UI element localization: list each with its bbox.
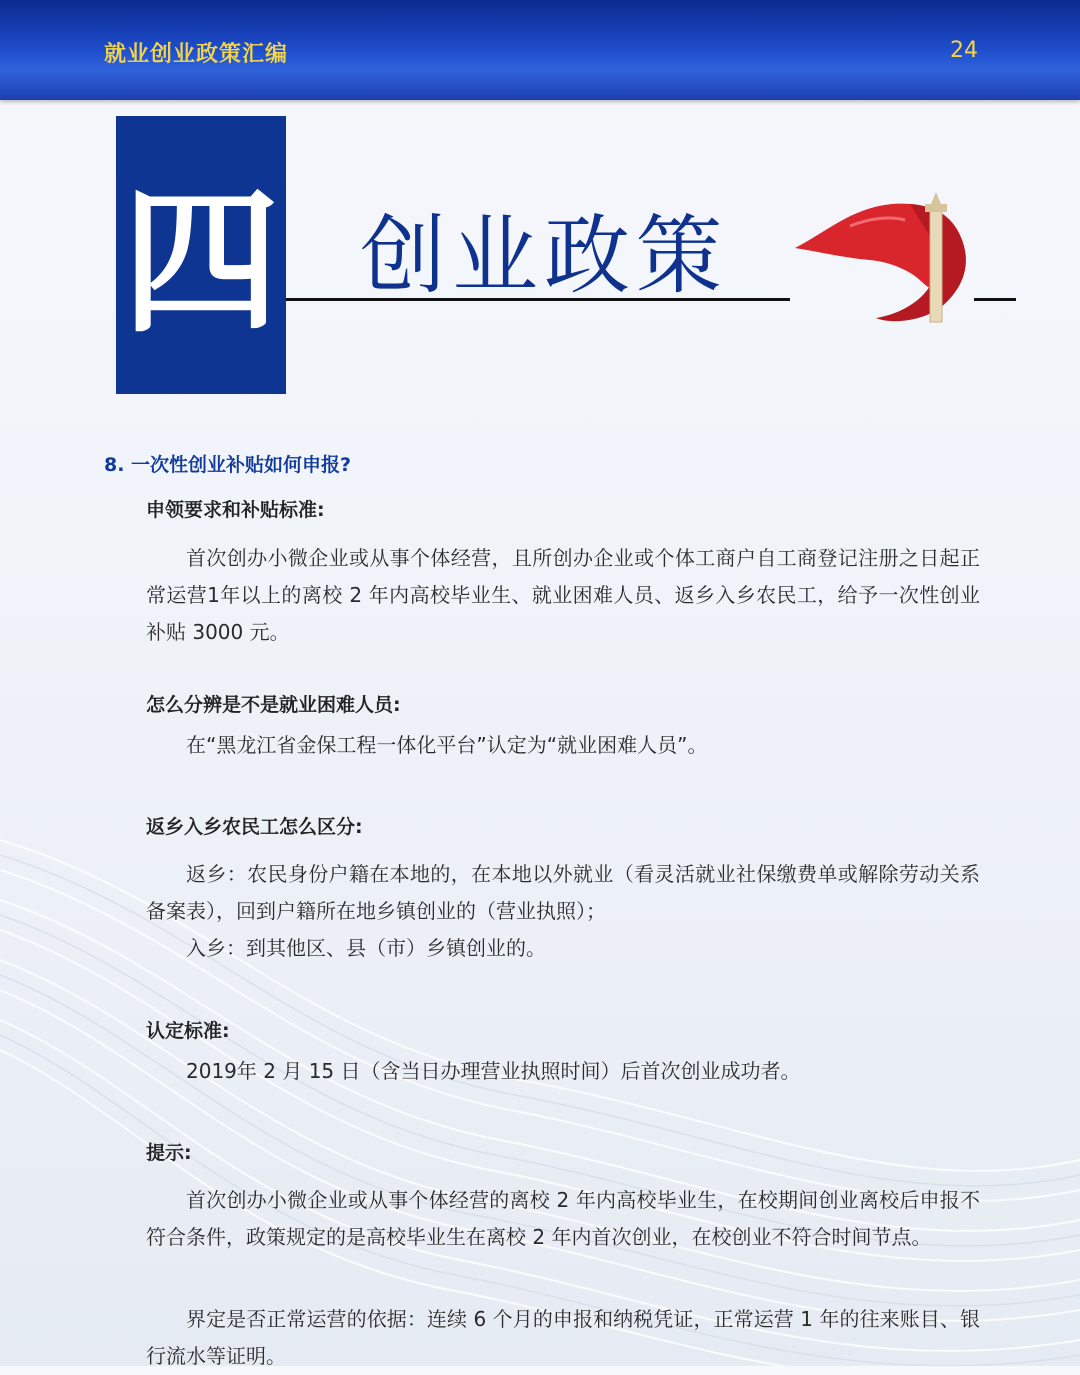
section-heading-requirements: 申领要求和补贴标准:: [146, 499, 325, 521]
chapter-number-box: [116, 116, 286, 394]
chapter-title: 创业政策: [360, 206, 728, 306]
paragraph-migrant-enter: 入乡：到其他区、县（市）乡镇创业的。: [186, 936, 546, 960]
paragraph-difficulty: 在“黑龙江省金保工程一体化平台”认定为“就业困难人员”。: [186, 733, 708, 757]
page-header: [0, 0, 1080, 100]
title-underline-right: [974, 298, 1016, 301]
section-heading-standard: 认定标准:: [146, 1020, 230, 1042]
paragraph-standard: 2019年 2 月 15 日（含当日办理营业执照时间）后首次创业成功者。: [186, 1059, 801, 1083]
red-flag-column-icon: [790, 190, 980, 330]
paragraph-tips-2: 界定是否正常运营的依据：连续 6 个月的申报和纳税凭证，正常运营 1 年的往来账目、银行流水等证明。: [146, 1307, 980, 1368]
section-heading-difficulty: 怎么分辨是不是就业困难人员:: [146, 694, 401, 716]
paragraph-tips-1: 首次创办小微企业或从事个体经营的离校 2 年内高校毕业生，在校期间创业离校后申报不符合条件，政策规定的是高校毕业生在离校 2 年内首次创业，在校创业不符合时间节点。: [146, 1188, 980, 1249]
section-heading-tips: 提示:: [146, 1142, 192, 1164]
chapter-number: 四: [122, 170, 280, 355]
page-number: 24: [950, 38, 978, 63]
paragraph-migrant-return: 返乡：农民身份户籍在本地的，在本地以外就业（看灵活就业社保缴费单或解除劳动关系备案表），回到户籍所在地乡镇创业的（营业执照）；: [146, 862, 980, 923]
paragraph-requirements: 首次创办小微企业或从事个体经营，且所创办企业或个体工商户自工商登记注册之日起正常运营1年以上的离校 2 年内高校毕业生、就业困难人员、返乡入乡农民工，给予一次性创业补贴 3000 元。: [146, 546, 980, 644]
section-heading-migrant: 返乡入乡农民工怎么区分:: [146, 816, 363, 838]
header-title: 就业创业政策汇编: [104, 42, 289, 67]
question-title: 8. 一次性创业补贴如何申报?: [104, 454, 352, 476]
